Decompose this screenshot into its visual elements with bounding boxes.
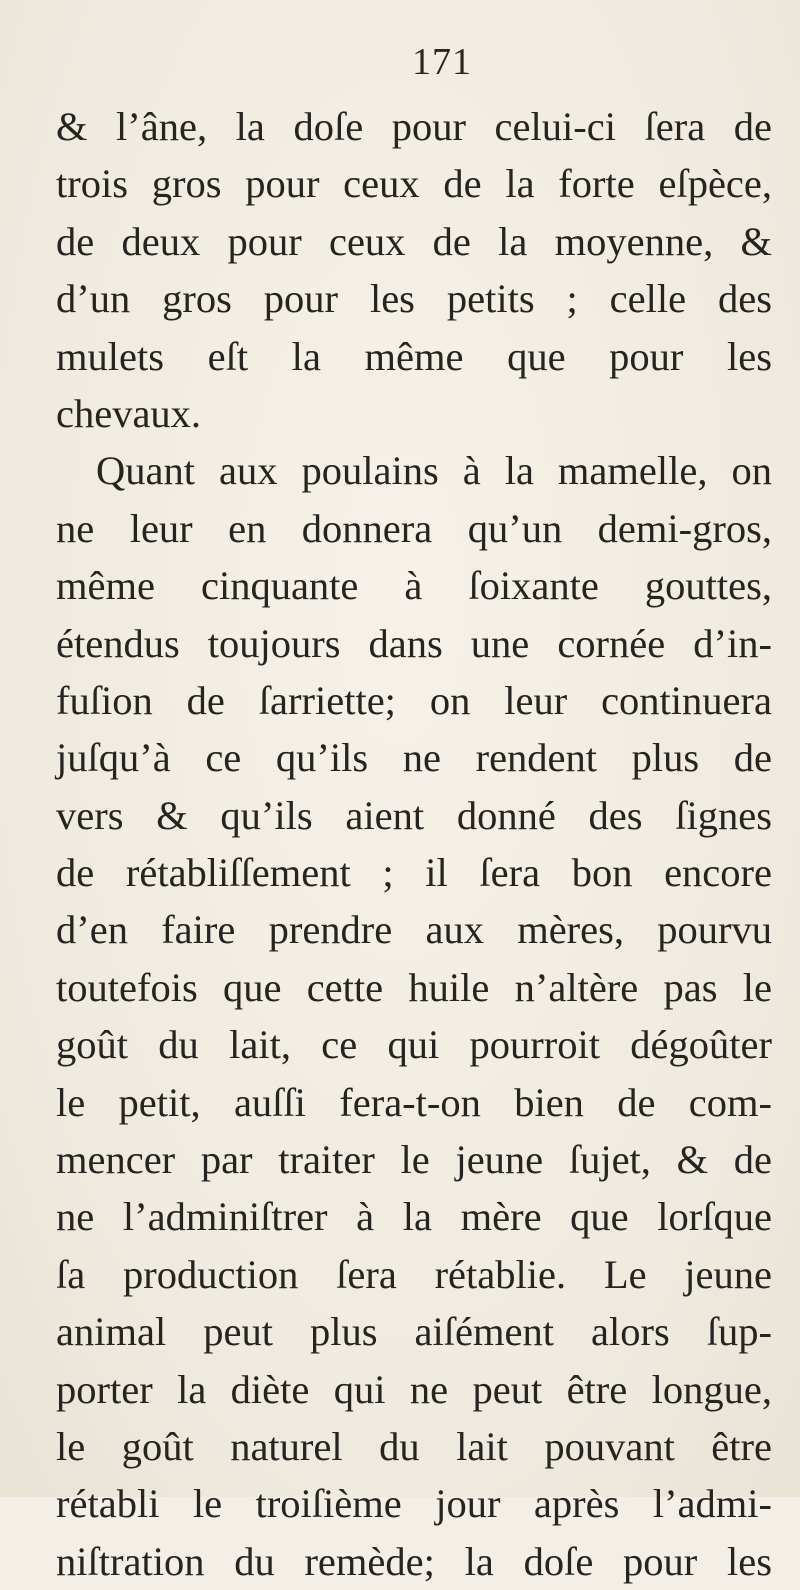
text-line: mulets eſt la même que pour les xyxy=(56,333,772,379)
text-line: juſqu’à ce qu’ils ne rendent plus de xyxy=(56,735,772,781)
text-line: trois gros pour ceux de la forte eſpèce, xyxy=(56,161,772,207)
text-line: goût du lait, ce qui pourroit dégoûter xyxy=(56,1022,772,1068)
text-line: même cinquante à ſoixante gouttes, xyxy=(56,563,772,609)
text-line: ne l’adminiſtrer à la mère que lorſque xyxy=(56,1194,772,1240)
text-line: de rétabliſſement ; il ſera bon encore xyxy=(56,850,772,896)
text-line: d’en faire prendre aux mères, pourvu xyxy=(56,907,772,953)
text-line: animal peut plus aiſément alors ſup- xyxy=(56,1309,772,1355)
text-line: le goût naturel du lait pouvant être xyxy=(56,1423,772,1469)
text-line: le petit, auſſi fera-t-on bien de com- xyxy=(56,1079,772,1125)
text-line: & l’âne, la doſe pour celui-ci ſera de xyxy=(56,104,772,149)
text-line: ſa production ſera rétablie. Le jeune xyxy=(56,1251,772,1297)
paragraph-start-line: Quant aux poulains à la mamelle, on xyxy=(96,448,772,494)
text-line: toutefois que cette huile n’altère pas le xyxy=(56,964,772,1010)
text-line: chevaux. xyxy=(56,390,202,436)
text-line: de deux pour ceux de la moyenne, & xyxy=(56,218,772,264)
page-number: 171 xyxy=(412,41,472,83)
text-line: mencer par traiter le jeune ſujet, & de xyxy=(56,1137,772,1183)
text-line: ne leur en donnera qu’un demi-gros, xyxy=(56,505,772,551)
text-line: d’un gros pour les petits ; celle des xyxy=(56,276,772,322)
text-line: rétabli le troiſième jour après l’admi- xyxy=(56,1481,772,1527)
text-line: niſtration du remède; la doſe pour les xyxy=(56,1538,772,1584)
text-line: porter la diète qui ne peut être longue, xyxy=(56,1366,772,1412)
text-line: étendus toujours dans une cornée d’in- xyxy=(56,620,772,666)
text-line: vers & qu’ils aient donné des ſignes xyxy=(56,792,772,838)
body-text xyxy=(56,98,772,1590)
text-line: fuſion de ſarriette; on leur continuera xyxy=(56,677,772,723)
